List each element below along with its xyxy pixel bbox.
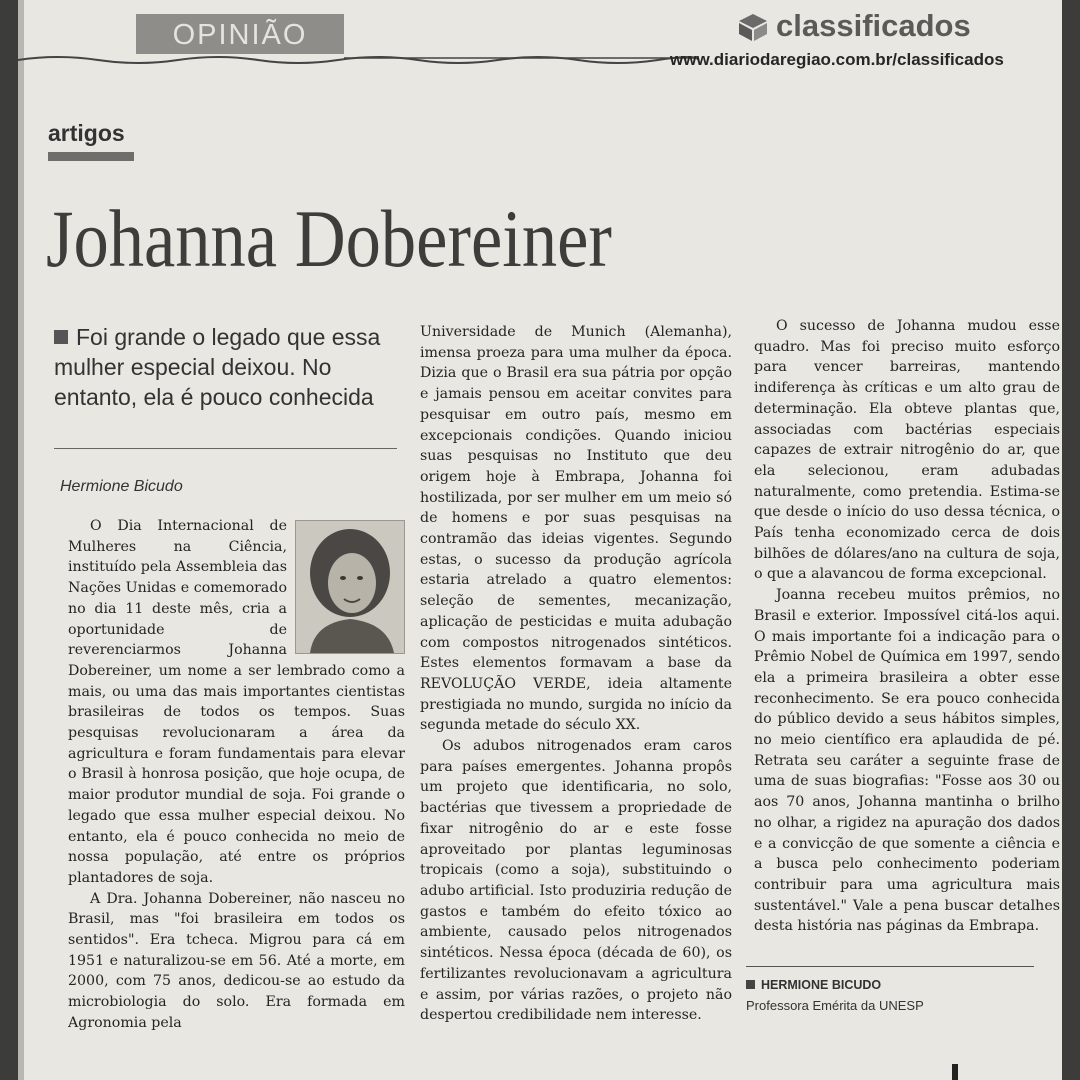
deck-text: Foi grande o legado que essa mulher especial deixou. No entanto, ela é pouco conhecida xyxy=(54,324,381,410)
section-label: OPINIÃO xyxy=(172,19,308,51)
cube-icon xyxy=(736,12,770,42)
signature-square-icon xyxy=(746,980,755,989)
article-column-1 xyxy=(68,516,405,1076)
author-photo xyxy=(295,520,405,654)
classificados-url: www.diariodaregiao.com.br/classificados xyxy=(670,50,1004,69)
signature-role: Professora Emérita da UNESP xyxy=(746,998,924,1013)
article-column-3 xyxy=(754,316,1060,956)
byline: Hermione Bicudo xyxy=(60,478,183,495)
page-fold-shadow xyxy=(18,0,24,1080)
classificados-wordmark: classificados xyxy=(776,8,971,43)
paragraph: A Dra. Johanna Dobereiner, não nasceu no Brasil, mas "foi brasileira em todos os sentidos". Era tcheca. Migrou para cá em 1951 e naturalizou-se em 56. Até a morte, em 2000, com 75 anos, dedicou-se ao estudo da microbiologia do solo. Era formada em Agronomia pela xyxy=(68,890,405,1031)
article-headline: Johanna Dobereiner xyxy=(46,193,612,284)
paragraph: O sucesso de Johanna mudou esse quadro. Mas foi preciso muito esforço para vencer barreiras, mantendo indiferença às críticas e um alto grau de determinação. Ela obteve plantas que, associadas com bactérias especiais capazes de extrair nitrogênio do ar, que ela selecionou, eram adubadas naturalmente, como pretendia. Estima-se que desde o início do uso dessa técnica, o País tenha economizado cerca de dois bilhões de dólares/ano na cultura de soja, o que a alavancou de forma excepcional. xyxy=(754,318,1060,583)
signature-name-text: HERMIONE BICUDO xyxy=(761,978,882,992)
paragraph: Universidade de Munich (Alemanha), imensa proeza para uma mulher da época. Dizia que o Brasil era sua pátria por opção e jamais pensou em aceitar convites para pesquisar em outro país, mesmo em excepcionais condições. Quando iniciou suas pesquisas no Instituto que deu origem hoje à Embrapa, Johanna foi hostilizada, por ser mulher em um meio só de homens e por suas pesquisas na contramão das ideias vigentes. Segundo estas, o sucesso da produção agrícola estaria atrelado a quatro elementos: seleção de sementes, mecanização, aplicação de pesticidas e muita adubação com compostos nitrogenados sintéticos. Estes elementos formavam a base da REVOLUÇÃO VERDE, ideia altamente prestigiada no mundo, surgida no início da segunda metade do século XX. xyxy=(420,324,732,734)
article-column-2 xyxy=(420,322,732,1042)
kicker-bar xyxy=(48,152,134,161)
section-tab-opiniao xyxy=(136,14,344,54)
kicker-label: artigos xyxy=(48,120,125,146)
classificados-logo xyxy=(736,10,996,44)
corner-mark xyxy=(952,1064,958,1080)
deck-rule xyxy=(54,448,397,449)
paragraph: Os adubos nitrogenados eram caros para países emergentes. Johanna propôs um projeto que identificaria, no solo, bactérias que tivessem a propriedade de fixar nitrogênio do ar e este fosse aproveitado por plantas leguminosas tropicais (como a soja), substituindo o adubo artificial. Isto produziria redução de gastos e também do efeito tóxico ao ambiente, causado pelos nitrogenados sintéticos. Nessa época (década de 60), os fertilizantes revolucionavam a agricultura e assim, por várias razões, o projeto não despertou credibilidade nem interesse. xyxy=(420,738,732,1024)
signature-rule xyxy=(746,966,1034,967)
header-wave-line xyxy=(18,32,698,72)
newspaper-page xyxy=(18,0,1062,1080)
signature-name xyxy=(746,978,881,992)
article-deck xyxy=(54,322,399,412)
deck-square-icon xyxy=(54,330,68,344)
portrait-illustration xyxy=(296,521,404,653)
paragraph: O Dia Internacional de Mulheres na Ciência, instituído pela Assembleia das Nações Unidas e comemorado no dia 11 deste mês, cria a oportunidade de reverenciarmos Johanna Dobereiner, um nome a ser lembrado como a mais, ou uma das mais importantes cientistas brasileiras de todos os tempos. Suas pesquisas revolucionaram a área da agricultura e foram fundamentais para elevar o Brasil à honrosa posição, que hoje ocupa, de maior produtor mundial de soja. Foi grande o legado que essa mulher especial deixou. No entanto, ela é pouco conhecida no meio de nossa população, até entre os próprios plantadores de soja. xyxy=(68,518,405,886)
paragraph: Joanna recebeu muitos prêmios, no Brasil e exterior. Impossível citá-los aqui. O mais importante foi a indicação para o Prêmio Nobel de Química em 1997, sendo ela a primeira brasileira a obter esse reconhecimento. Se era pouco conhecida do público devido a seus hábitos simples, no meio científico era aplaudida de pé. Retrata seu caráter a seguinte frase de uma de suas biografias: "Fosse aos 30 ou aos 70 anos, Johanna mantinha o brilho no olhar, a rigidez na apuração dos dados e a convicção de que somente a ciência e a busca pelo conhecimento poderiam contribuir para uma agricultura mais sustentável." Vale a pena buscar detalhes desta história nas páginas da Embrapa. xyxy=(754,587,1060,935)
